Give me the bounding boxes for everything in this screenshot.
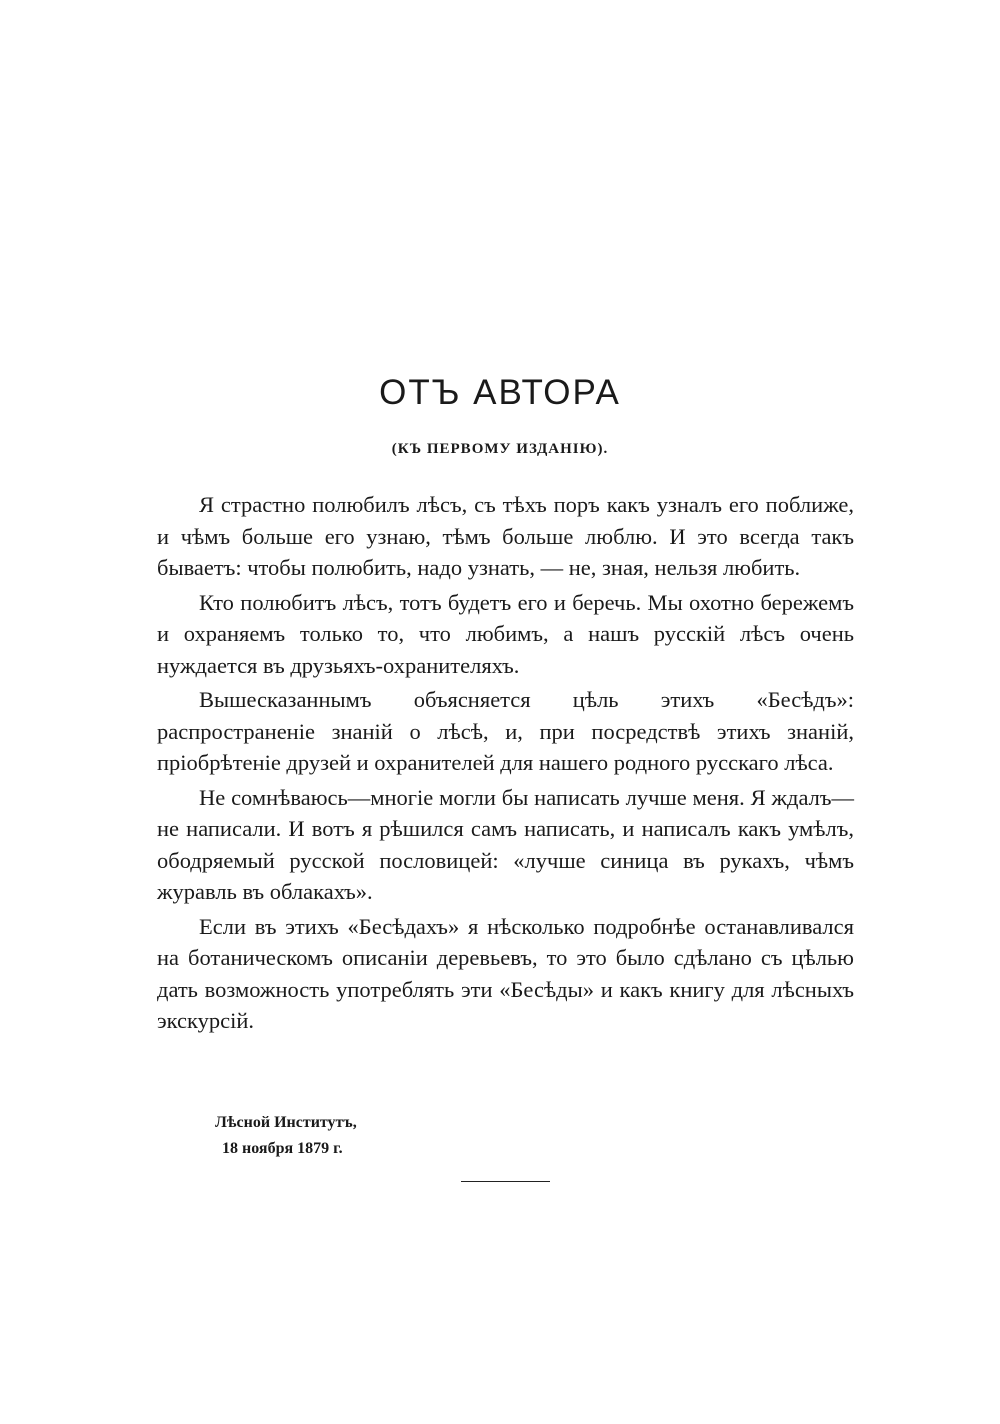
end-divider bbox=[461, 1181, 550, 1182]
preface-body bbox=[157, 489, 854, 1040]
paragraph: Вышесказаннымъ объясняется цѣль этихъ «Бесѣдъ»: распространеніе знаній о лѣсѣ, и, при посредствѣ этихъ знаній, пріобрѣтеніе друзей и охранителей для нашего родного русскаго лѣса. bbox=[157, 687, 854, 775]
signature-date: 18 ноября 1879 г. bbox=[222, 1140, 343, 1157]
paragraph: Я страстно полюбилъ лѣсъ, съ тѣхъ поръ какъ узналъ его поближе, и чѣмъ больше его узнаю, тѣмъ больше люблю. И это всегда такъ бываетъ: чтобы полюбить, надо узнать, — не, зная, нельзя любить. bbox=[157, 492, 854, 580]
signature-place: Лѣсной Институтъ, bbox=[215, 1114, 357, 1131]
paragraph: Если въ этихъ «Бесѣдахъ» я нѣсколько подробнѣе останавливался на ботаническомъ описаніи деревьевъ, то это было сдѣлано съ цѣлью дать возможность употреблять эти «Бесѣды» и какъ книгу для лѣсныхъ экскурсій. bbox=[157, 913, 854, 1033]
page-title: ОТЪ АВТОРА bbox=[379, 373, 621, 412]
paragraph: Не сомнѣваюсь—многіе могли бы написать лучше меня. Я ждалъ—не написали. И вотъ я рѣшился самъ написать, и написалъ какъ умѣлъ, ободряемый русской пословицей: «лучше синица въ рукахъ, чѣмъ журавль въ облакахъ». bbox=[157, 784, 854, 904]
paragraph: Кто полюбитъ лѣсъ, тотъ будетъ его и беречь. Мы охотно бережемъ и охраняемъ только то, что любимъ, а нашъ русскій лѣсъ очень нуждается въ друзьяхъ-охранителяхъ. bbox=[157, 589, 854, 678]
page-subtitle: (КЪ ПЕРВОМУ ИЗДАНІЮ). bbox=[391, 441, 609, 457]
